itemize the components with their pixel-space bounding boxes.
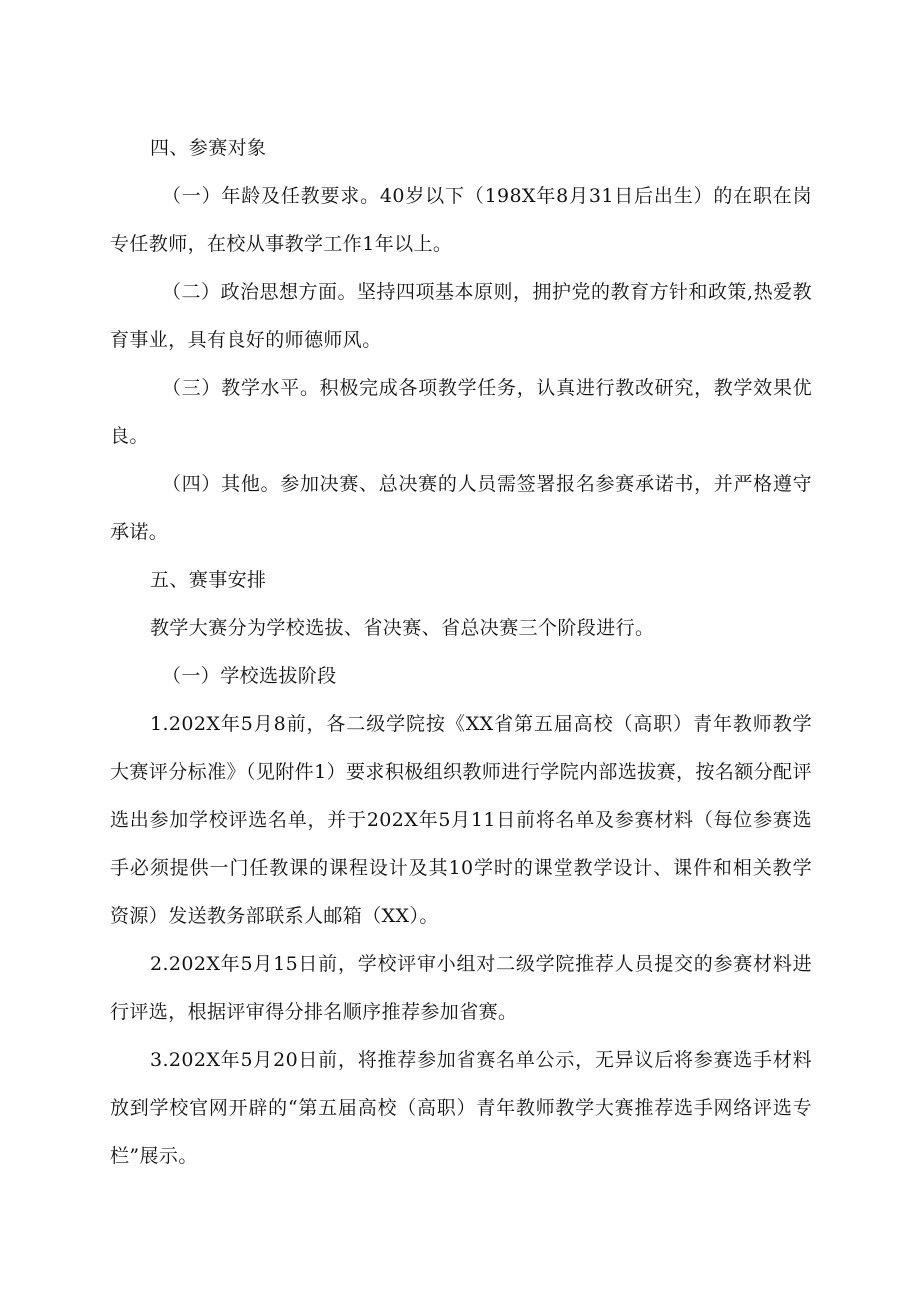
section-5-subheading-1: （一）学校选拔阶段 — [162, 665, 337, 687]
section-5-step-1: 1.202X年5月8前，各二级学院按《XX省第五届高校（高职）青年教师教学大赛评分标准》（见附件1）要求积极组织教师进行学院内部选拔赛，按名额分配评选出参加学校评选名单，并于202X年5月11日前将名单及参赛材料（每位参赛选手必须提供一门任教课的课程设计及其10学时的课堂教学设计、课件和相关教学资源）发送教务部联系人邮箱（XX）。 — [110, 713, 812, 927]
section-5-heading: 五、赛事安排 — [150, 569, 267, 591]
section-4-item-1: （一）年龄及任教要求。40岁以下（198X年8月31日后出生）的在职在岗专任教师，在校从事教学工作1年以上。 — [110, 185, 812, 255]
section-4-item-2: （二）政治思想方面。坚持四项基本原则，拥护党的教育方针和政策,热爱教育事业，具有良好的师德师风。 — [110, 281, 812, 351]
section-4-heading: 四、参赛对象 — [150, 137, 267, 159]
section-5-step-3: 3.202X年5月20日前，将推荐参加省赛名单公示，无异议后将参赛选手材料放到学校官网开辟的“第五届高校（高职）青年教师教学大赛推荐选手网络评选专栏”展示。 — [110, 1049, 812, 1167]
document-body — [110, 124, 812, 1180]
section-4-item-3: （三）教学水平。积极完成各项教学任务，认真进行教改研究，教学效果优良。 — [110, 377, 812, 447]
section-4-item-4: （四）其他。参加决赛、总决赛的人员需签署报名参赛承诺书，并严格遵守承诺。 — [110, 473, 812, 543]
section-5-intro: 教学大赛分为学校选拔、省决赛、省总决赛三个阶段进行。 — [150, 617, 655, 639]
section-5-step-2: 2.202X年5月15日前，学校评审小组对二级学院推荐人员提交的参赛材料进行评选，根据评审得分排名顺序推荐参加省赛。 — [110, 953, 812, 1023]
